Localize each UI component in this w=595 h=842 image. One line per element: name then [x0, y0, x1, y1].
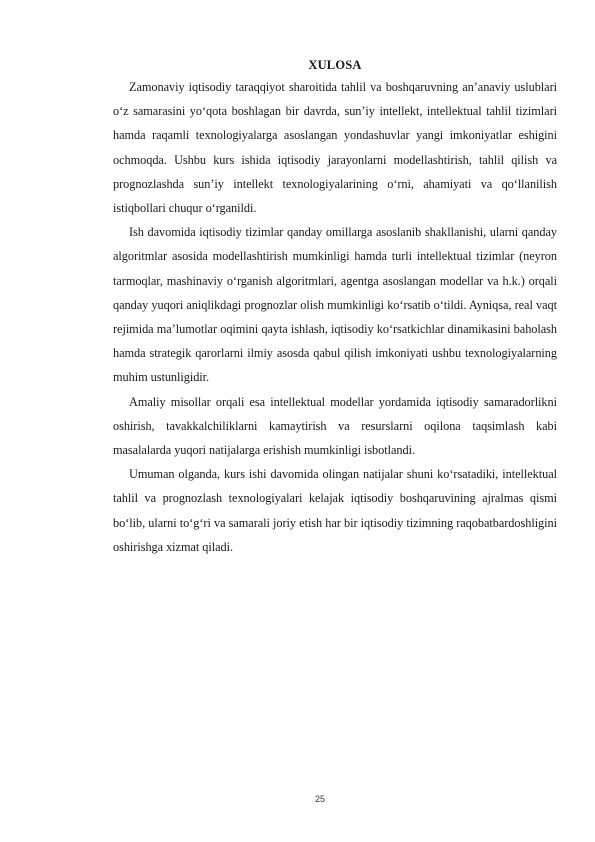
page-content	[113, 57, 557, 559]
page-number: 25	[314, 794, 325, 804]
section-title: XULOSA	[308, 58, 362, 72]
paragraph-1: Zamonaviy iqtisodiy taraqqiyot sharoitida tahlil va boshqaruvning an’anaviy uslublari o‘z samarasini yo‘qota boshlagan bir davrda, sun’iy intellekt, intellektual tahlil tizimlari hamda raqamli texnologiyalarga asoslangan yondashuvlar yangi imkoniyatlar eshigini ochmoqda. Ushbu kurs ishida iqtisodiy jarayonlarni modellashtirish, tahlil qilish va prognozlashda sun’iy intellekt texnologiyalarining o‘rni, ahamiyati va qo‘llanilish istiqbollari chuqur o‘rganildi.	[113, 80, 557, 216]
paragraph-4: Umuman olganda, kurs ishi davomida olingan natijalar shuni ko‘rsatadiki, intellektual tahlil va prognozlash texnologiyalari kelajak iqtisodiy boshqaruvining ajralmas qismi bo‘lib, ularni to‘g‘ri va samarali joriy etish har bir iqtisodiy tizimning raqobatbardoshligini oshirishga xizmat qiladi.	[113, 467, 557, 554]
paragraph-2: Ish davomida iqtisodiy tizimlar qanday omillarga asoslanib shakllanishi, ularni qanday algoritmlar asosida modellashtirish mumkinligi hamda turli intellektual tizimlar (neyron tarmoqlar, mashinaviy o‘rganish algoritmlari, agentga asoslangan modellar va h.k.) orqali qanday yuqori aniqlikdagi prognozlar olish mumkinligi ko‘rsatib o‘tildi. Ayniqsa, real vaqt rejimida ma’lumotlar oqimini qayta ishlash, iqtisodiy ko‘rsatkichlar dinamikasini baholash hamda strategik qarorlarni ilmiy asosda qabul qilish imkoniyati ushbu texnologiyalarning muhim ustunligidir.	[113, 225, 557, 385]
paragraph-3: Amaliy misollar orqali esa intellektual modellar yordamida iqtisodiy samaradorlikni oshirish, tavakkalchiliklarni kamaytirish va resurslarni oqilona taqsimlash kabi masalalarda yuqori natijalarga erishish mumkinligi isbotlandi.	[113, 394, 557, 458]
